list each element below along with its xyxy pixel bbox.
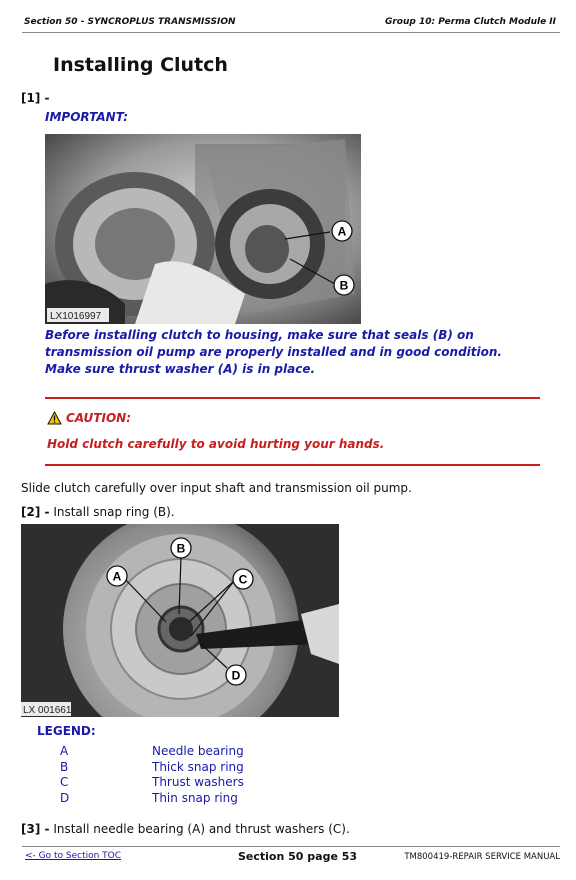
- caution-top-rule: [45, 397, 540, 399]
- legend-item: [60, 791, 244, 807]
- manual-id: TM800419-REPAIR SERVICE MANUAL: [404, 852, 560, 862]
- legend-item: [60, 775, 244, 791]
- snap-ring-photo: [21, 524, 339, 717]
- legend-value: Thrust washers: [152, 775, 244, 789]
- important-text: Before installing clutch to housing, make sure that seals (B) on transmission oil pump are properly installed and in good condition. Make sure thrust washer (A) is in place.: [45, 328, 502, 376]
- important-label: IMPORTANT:: [45, 110, 129, 124]
- callout-d-label: D: [231, 668, 241, 683]
- legend-value: Needle bearing: [152, 744, 244, 758]
- callout-c-label: C: [238, 572, 248, 587]
- page-number: Section 50 page 53: [238, 850, 358, 863]
- legend-key: A: [60, 744, 69, 758]
- legend-value: Thin snap ring: [152, 790, 238, 805]
- callout-b-label: B: [339, 278, 349, 293]
- legend-key: B: [60, 759, 69, 774]
- caution-bottom-rule: [45, 464, 540, 466]
- step-2: [21, 505, 175, 519]
- callout-a-label: A: [337, 224, 347, 239]
- callout-b-label: B: [176, 541, 186, 556]
- step-3: [21, 822, 350, 836]
- caution-label: CAUTION:: [66, 411, 131, 425]
- caution-heading: [47, 411, 131, 425]
- page-header: [22, 14, 560, 33]
- step-3-marker: [3] -: [21, 822, 50, 836]
- legend-list: [60, 744, 244, 806]
- step-3-text: Install needle bearing (A) and thrust washers (C).: [53, 822, 350, 836]
- step-1-marker: [1] -: [21, 91, 50, 105]
- image-code: LX1016997: [50, 311, 102, 322]
- callout-a-label: A: [112, 569, 122, 584]
- legend-item: [60, 744, 244, 760]
- section-title: Section 50 - SYNCROPLUS TRANSMISSION: [24, 17, 236, 27]
- step-2-text: Install snap ring (B).: [53, 505, 175, 519]
- footer-rule: [22, 846, 560, 847]
- section-toc-link[interactable]: <- Go to Section TOC: [25, 851, 122, 861]
- image-code: LX 001661: [23, 705, 72, 716]
- caution-text: Hold clutch carefully to avoid hurting your hands.: [47, 437, 385, 451]
- legend-value: Thick snap ring: [152, 759, 244, 774]
- page-title: Installing Clutch: [53, 54, 228, 76]
- group-title: Group 10: Perma Clutch Module II: [384, 17, 556, 27]
- legend-item: [60, 760, 244, 776]
- step-2-marker: [2] -: [21, 505, 50, 519]
- legend-key: D: [60, 790, 70, 805]
- legend-heading: LEGEND:: [37, 724, 96, 738]
- clutch-housing-photo: [45, 134, 361, 324]
- warning-triangle-icon: [47, 411, 62, 425]
- slide-instruction: Slide clutch carefully over input shaft and transmission oil pump.: [21, 481, 412, 495]
- legend-key: C: [60, 775, 69, 789]
